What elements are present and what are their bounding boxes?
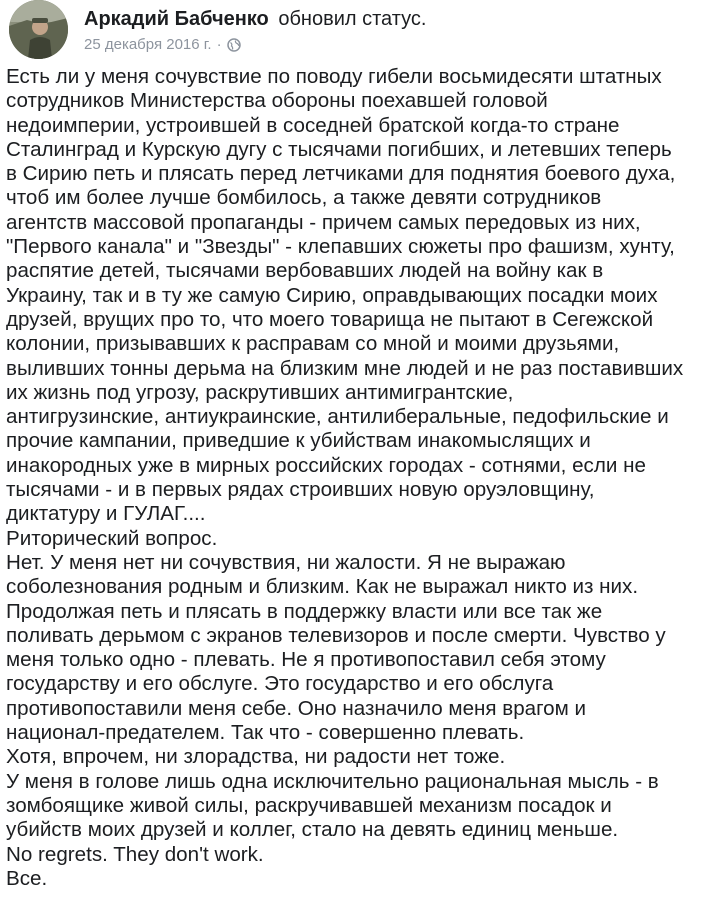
post-text-line: "Первого канала" и "Звезды" - клепавших сюжеты про фашизм, хунту, [6,235,675,259]
post-header [84,7,426,31]
post-timestamp-link[interactable]: 25 декабря 2016 г. [84,36,212,53]
post-meta [84,35,241,55]
post-text-line: зомбоящике живой силы, раскручивавшей механизм посадок и [6,793,612,817]
post-text-line: Продолжая петь и плясать в поддержку власти или все так же [6,599,603,623]
post-text-line: меня только одно - плевать. Не я противопоставил себя этому [6,648,606,672]
post-text-line: соболезнования родным и близким. Как не выражал никто из них. [6,575,639,599]
post-text-line: убийств моих друзей и коллег, стало на девять единиц меньше. [6,818,619,842]
post-text-line: диктатуру и ГУЛАГ.... [6,502,206,526]
post-text-line: Хотя, впрочем, ни злорадства, ни радости нет тоже. [6,745,506,769]
post-text-line: государству и его обслуге. Это государство и его обслуга [6,672,554,696]
author-avatar[interactable] [9,0,68,59]
author-name-link[interactable]: Аркадий Бабченко [84,8,269,30]
post-text-line: Украину, так и в ту же самую Сирию, оправдывающих посадки моих [6,283,658,307]
post-text-line: друзей, врущих про то, что моего товарища не пытают в Сегежской [6,307,654,331]
globe-icon[interactable] [227,38,241,52]
post-text-line: в Сирию петь и плясать перед летчиками для поднятия боевого духа, [6,162,676,186]
post-text-line: Риторический вопрос. [6,526,218,550]
avatar-photo [9,0,68,59]
post-text-line: сотрудников Министерства обороны поехавшей головой [6,89,548,113]
meta-separator: · [216,36,222,53]
status-action-text: обновил статус. [278,8,427,30]
post-text-line: Есть ли у меня сочувствие по поводу гибели восьмидесяти штатных [6,65,662,88]
post-text-line: поливать дерьмом с экранов телевизоров и после смерти. Чувство у [6,623,666,647]
post-text-line: национал-предателем. Так что - совершенно плевать. [6,721,525,745]
post-text-line: прочие кампании, приведшие к убийствам инакомыслящих и [6,429,591,453]
post-text-line: распятие детей, тысячами вербовавших людей на войну как в [6,259,604,283]
post-text-line: колонии, призывавших к расправам со мной и моими друзьями, [6,332,620,356]
post-text-line: недоимперии, устроившей в соседней братской когда-то стране [6,113,620,137]
post-text-line: No regrets. They don't work. [6,842,264,866]
post-text-line: Все. [6,866,48,890]
post-text-line: У меня в голове лишь одна исключительно рациональная мысль - в [6,769,659,793]
post-text-line: Сталинград и Курскую дугу с тысячами погибших, и летевших теперь [6,137,672,161]
post-text-line: агентств массовой пропаганды - причем самых передовых из них, [6,210,641,234]
post-text-line: чтоб им более лучше бомбилось, а также девяти сотрудников [6,186,602,210]
post-text [6,65,727,891]
post-text-line: противопоставили меня себе. Оно назначило меня врагом и [6,696,587,720]
post-text-line: инакородных уже в мирных российских городах - сотнями, если не [6,453,646,477]
post-text-line: выливших тонны дерьма на близким мне людей и не раз поставивших [6,356,684,380]
post-text-line: тысячами - и в первых рядах строивших новую оруэловщину, [6,478,595,502]
post-text-line: Нет. У меня нет ни сочувствия, ни жалости. Я не выражаю [6,550,566,574]
post-text-line: их жизнь под угрозу, раскрутивших антимигрантские, [6,380,514,404]
post-text-line: антигрузинские, антиукраинские, антилиберальные, педофильские и [6,405,669,429]
